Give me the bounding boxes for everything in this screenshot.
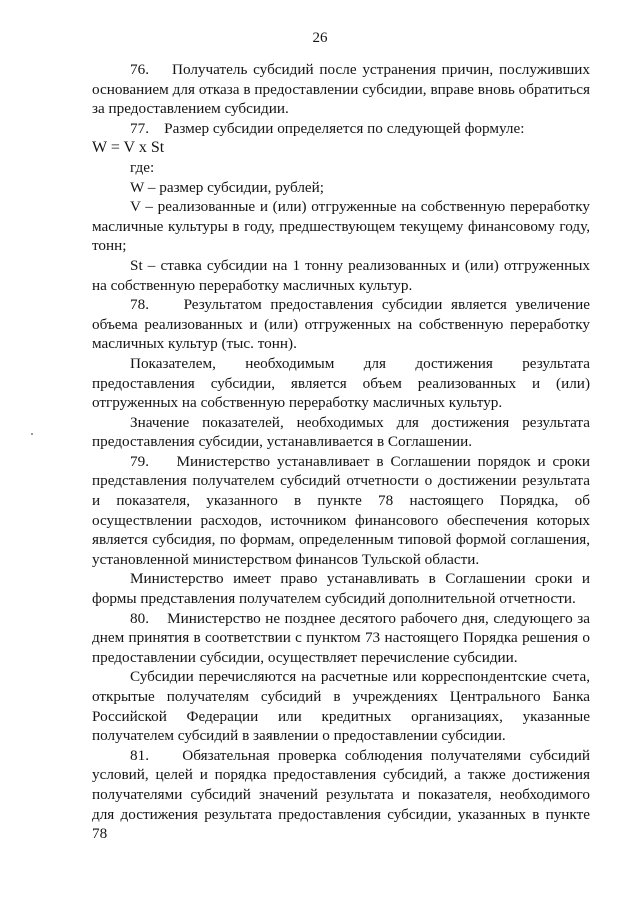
paragraph-76: 76. Получатель субсидий после устранения причин, послуживших основанием для отказа в предоставлении субсидии, вправе вновь обратиться за предоставлением субсидии. <box>92 61 590 118</box>
document-body <box>92 60 590 844</box>
page-number: 26 <box>312 30 328 46</box>
paragraph-78: 78. Результатом предоставления субсидии является увеличение объема реализованных и (или) отгруженных на собственную переработку масличных культур (тыс. тонн). <box>92 296 590 353</box>
paragraph-79: 79. Министерство устанавливает в Соглашении порядок и сроки представления получателем субсидий отчетности о достижении результата и показателя, указанного в пункте 78 настоящего Порядка, об осуществлении расходов, источником финансового обеспечения которых является субсидия, по формам, определенным типовой формой соглашения, установленной министерством финансов Тульской области. <box>92 452 590 568</box>
paragraph-80-accounts: Субсидии перечисляются на расчетные или корреспондентские счета, открытые получателям субсидий в учреждениях Центрального Банка Российской Федерации или кредитных организациях, указанные получателем субсидий в заявлении о предоставлении субсидии. <box>92 668 590 745</box>
formula-term-v: V – реализованные и (или) отгруженные на собственную переработку масличные культуры в году, предшествующем текущему финансовому году, тонн; <box>92 198 590 255</box>
formula: W = V x St <box>92 139 165 157</box>
formula-term-w: W – размер субсидии, рублей; <box>130 178 325 196</box>
paragraph-80: 80. Министерство не позднее десятого рабочего дня, следующего за днем принятия в соответствии с пунктом 73 настоящего Порядка решения о предоставлении субсидии, осуществляет перечисление субсидии. <box>92 609 590 666</box>
formula-term-st: St – ставка субсидии на 1 тонну реализованных и (или) отгруженных на собственную переработку масличных культур. <box>92 256 590 294</box>
paragraph-78-indicator: Показателем, необходимым для достижения результата предоставления субсидии, является объем реализованных и (или) отгруженных на собственную переработку масличных культур. <box>92 354 590 412</box>
paragraph-78-values: Значение показателей, необходимых для достижения результата предоставления субсидии, устанавливается в Соглашении. <box>92 413 590 451</box>
paragraph-77: 77. Размер субсидии определяется по следующей формуле: <box>130 119 525 137</box>
paragraph-79-additional: Министерство имеет право устанавливать в Соглашении сроки и формы представления получателем субсидий дополнительной отчетности. <box>92 570 590 608</box>
paragraph-81: 81. Обязательная проверка соблюдения получателями субсидий условий, целей и порядка предоставления субсидий, а также достижения получателями субсидий значений результата и показателя, необходимого для достижения результата предоставления субсидии, указанных в пункте 78 <box>92 746 590 843</box>
scan-speck <box>31 433 33 435</box>
formula-legend-intro: где: <box>130 158 155 176</box>
